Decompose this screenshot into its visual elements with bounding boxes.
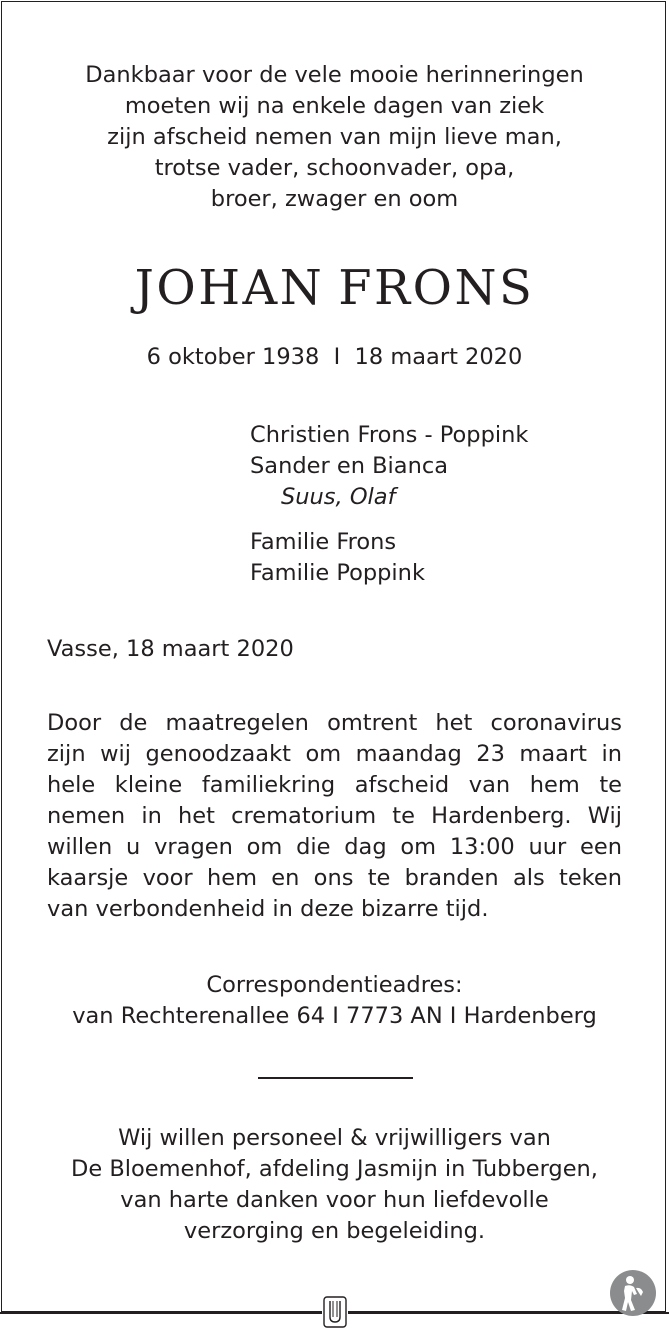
notice-line: willen u vragen om die dag om 13:00 uur een: [47, 834, 622, 860]
family-line: Familie Frons: [250, 529, 397, 555]
intro-line: zijn afscheid nemen van mijn lieve man,: [107, 124, 562, 150]
family-line: Familie Poppink: [250, 560, 425, 586]
thanks-text: [0, 1123, 669, 1247]
funeral-mark-icon: [322, 1295, 348, 1329]
thanks-line: verzorging en begeleiding.: [183, 1218, 486, 1244]
notice-line: Door de maatregelen omtrent het coronavirus: [47, 710, 622, 736]
correspondence-address: [0, 970, 669, 1032]
section-divider: [258, 1077, 413, 1079]
notice-line: hele kleine familiekring afscheid van hem te: [47, 772, 622, 798]
notice-line: nemen in het crematorium te Hardenberg. Wij: [47, 803, 622, 829]
life-dates: [0, 342, 669, 373]
deceased-name: [0, 258, 669, 318]
life-dates-text: 6 oktober 1938 I 18 maart 2020: [146, 344, 523, 370]
grandchildren-line: Suus, Olaf: [281, 484, 396, 510]
intro-line: moeten wij na enkele dagen van ziek: [124, 93, 545, 119]
place-date: Vasse, 18 maart 2020: [47, 636, 294, 662]
family-line: Sander en Bianca: [250, 453, 449, 479]
notice-line: kaarsje voor hem en ons te branden als teken: [47, 865, 622, 891]
address-value: van Rechterenallee 64 I 7773 AN I Hardenberg: [72, 1003, 597, 1029]
thanks-line: Wij willen personeel & vrijwilligers van: [118, 1125, 551, 1151]
deceased-last-name: FRONS: [338, 260, 535, 316]
family-group-extended: [250, 527, 425, 589]
intro-line: trotse vader, schoonvader, opa,: [154, 155, 515, 181]
family-line: Christien Frons - Poppink: [250, 422, 529, 448]
thanks-line: De Bloemenhof, afdeling Jasmijn in Tubbergen,: [71, 1156, 598, 1182]
deceased-first-name: JOHAN: [134, 260, 325, 316]
notice-paragraph: [47, 708, 622, 925]
intro-line: broer, zwager en oom: [210, 186, 459, 212]
notice-line: zijn wij genoodzaakt om maandag 23 maart in: [47, 741, 622, 767]
memorial-figure-icon: [610, 1270, 656, 1316]
address-label: Correspondentieadres:: [206, 972, 463, 998]
thanks-line: van harte danken voor hun liefdevolle: [120, 1187, 549, 1213]
intro-line: Dankbaar voor de vele mooie herinneringen: [85, 62, 584, 88]
intro-text: [0, 60, 669, 215]
family-group-close: [250, 420, 528, 513]
notice-line: van verbondenheid in deze bizarre tijd.: [47, 896, 489, 922]
